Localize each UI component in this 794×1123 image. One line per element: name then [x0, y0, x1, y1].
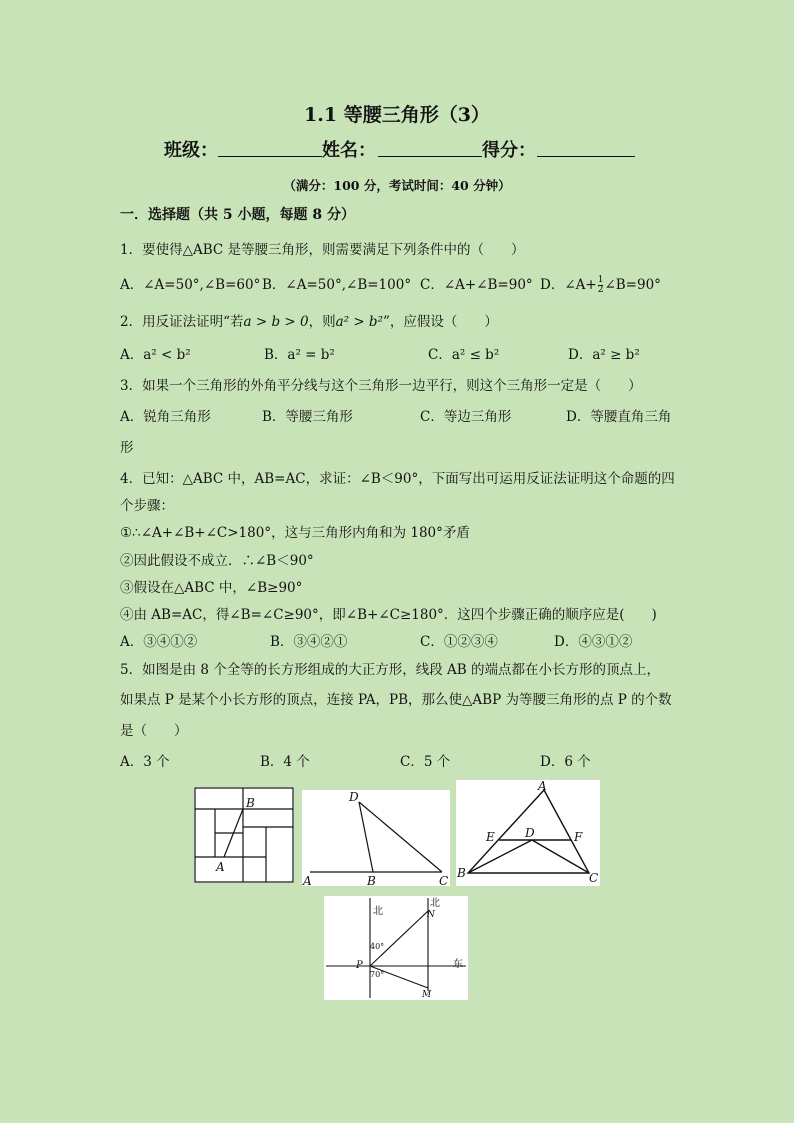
q1-option-c[interactable]: C．∠A+∠B=90° [420, 277, 533, 293]
fraction-denominator: 2 [597, 285, 604, 295]
fig2-label-d: D [349, 790, 359, 804]
q1-option-a[interactable]: A．∠A=50°,∠B=60° [120, 277, 261, 293]
figure-compass-bearing [324, 896, 468, 1000]
fig3-label-f: F [574, 830, 583, 844]
figure-triangle-abcd [302, 790, 450, 886]
q3-option-d[interactable]: D．等腰直角三角 [566, 409, 672, 425]
q4-option-d[interactable]: D．④③①② [554, 634, 633, 650]
q4-stem-line2: 个步骤： [120, 498, 174, 514]
q5-stem-line2: 如果点 P 是某个小长方形的顶点，连接 PA，PB，那么使△ABP 为等腰三角形的点 P 的个数 [120, 692, 672, 708]
q2-option-d[interactable]: D．a² ≥ b² [568, 347, 640, 363]
q1-d-suffix: ∠B=90° [604, 277, 661, 293]
q4-step-2: ②因此假设不成立．∴∠B＜90° [120, 553, 314, 569]
exam-note: （满分：100 分，考试时间：40 分钟） [283, 178, 511, 193]
fraction-numerator: 1 [597, 275, 604, 285]
q1-d-prefix: D．∠A+ [540, 277, 597, 293]
q5-option-c[interactable]: C．5 个 [400, 754, 451, 770]
q4-option-a[interactable]: A．③④①② [120, 634, 198, 650]
q2-option-b[interactable]: B．a² = b² [264, 347, 335, 363]
fig1-label-b: B [246, 796, 255, 810]
q5-stem-line3: 是（ ） [120, 723, 188, 739]
fig2-label-b: B [367, 874, 376, 886]
rectangles-square-diagram [194, 787, 294, 883]
q2-option-a[interactable]: A．a² < b² [120, 347, 191, 363]
q1-d-fraction [598, 276, 604, 295]
name-blank[interactable] [378, 136, 482, 157]
angle-40-label: 40° [370, 942, 385, 951]
q2-stem-mid: ，则 [308, 314, 336, 330]
fig3-label-c: C [589, 871, 599, 885]
q4-step-3: ③假设在△ABC 中，∠B≥90° [120, 580, 303, 596]
q4-stem-line1: 4．已知：△ABC 中，AB=AC，求证：∠B＜90°，下面写出可运用反证法证明这个命题的四 [120, 471, 675, 487]
fig1-label-a: A [216, 860, 225, 874]
class-label: 班级： [164, 140, 218, 161]
q1-option-d[interactable] [540, 273, 661, 295]
triangle-abcd-diagram [302, 790, 450, 886]
north-label-2: 北 [430, 898, 440, 909]
fig4-label-m: M [422, 990, 432, 1000]
q2-condition-1: a > b > 0 [243, 314, 309, 330]
q2-stem-pre: 2．用反证法证明“若 [120, 314, 244, 330]
q5-option-a[interactable]: A．3 个 [120, 754, 170, 770]
q1-stem: 1．要使得△ABC 是等腰三角形，则需要满足下列条件中的（ ） [120, 242, 525, 258]
fig3-label-b: B [457, 866, 466, 880]
q4-option-b[interactable]: B．③④②① [270, 634, 348, 650]
fig4-label-p: P [356, 960, 363, 971]
score-blank[interactable] [537, 136, 635, 157]
q4-step-4: ④由 AB=AC，得∠B=∠C≥90°，即∠B+∠C≥180°．这四个步骤正确的顺序应是( ) [120, 607, 657, 623]
q2-stem-post: ”，应假设（ ） [383, 314, 498, 330]
q3-option-b[interactable]: B．等腰三角形 [262, 409, 353, 425]
q4-option-c[interactable]: C．①②③④ [420, 634, 498, 650]
triangle-def-diagram [456, 780, 600, 886]
section-heading: 一．选择题（共 5 小题，每题 8 分） [120, 207, 355, 223]
q3-stem: 3．如果一个三角形的外角平分线与这个三角形一边平行，则这个三角形一定是（ ） [120, 378, 642, 394]
figure-triangle-def [456, 780, 600, 886]
compass-bearing-diagram [324, 896, 468, 1000]
north-label: 北 [373, 906, 383, 917]
q5-option-b[interactable]: B．4 个 [260, 754, 310, 770]
q3-option-c[interactable]: C．等边三角形 [420, 409, 512, 425]
east-label: 东 [453, 959, 463, 970]
q5-stem-line1: 5．如图是由 8 个全等的长方形组成的大正方形，线段 AB 的端点都在小长方形的顶点上， [120, 662, 661, 678]
q2-stem [120, 310, 498, 330]
angle-70-label: 70° [370, 970, 385, 979]
fig2-label-a: A [303, 874, 312, 886]
name-label: 姓名： [322, 140, 376, 161]
fig2-label-c: C [439, 874, 449, 886]
fig3-label-e: E [486, 830, 495, 844]
figure-rectangles-square [194, 787, 294, 883]
q2-option-c[interactable]: C．a² ≤ b² [428, 347, 500, 363]
fig3-label-d: D [525, 826, 535, 840]
fig3-label-a: A [538, 780, 547, 793]
class-blank[interactable] [218, 136, 322, 157]
q4-step-1: ①∴∠A+∠B+∠C>180°，这与三角形内角和为 180°矛盾 [120, 525, 470, 541]
q3-option-d-continued: 形 [120, 440, 134, 456]
q2-condition-2: a² > b² [335, 314, 383, 330]
fig4-label-n: N [427, 910, 435, 920]
score-label: 得分： [482, 140, 536, 161]
page-title: 1.1 等腰三角形（3） [304, 104, 490, 126]
q3-option-a[interactable]: A．锐角三角形 [120, 409, 211, 425]
q5-option-d[interactable]: D．6 个 [540, 754, 591, 770]
q1-option-b[interactable]: B．∠A=50°,∠B=100° [262, 277, 412, 293]
